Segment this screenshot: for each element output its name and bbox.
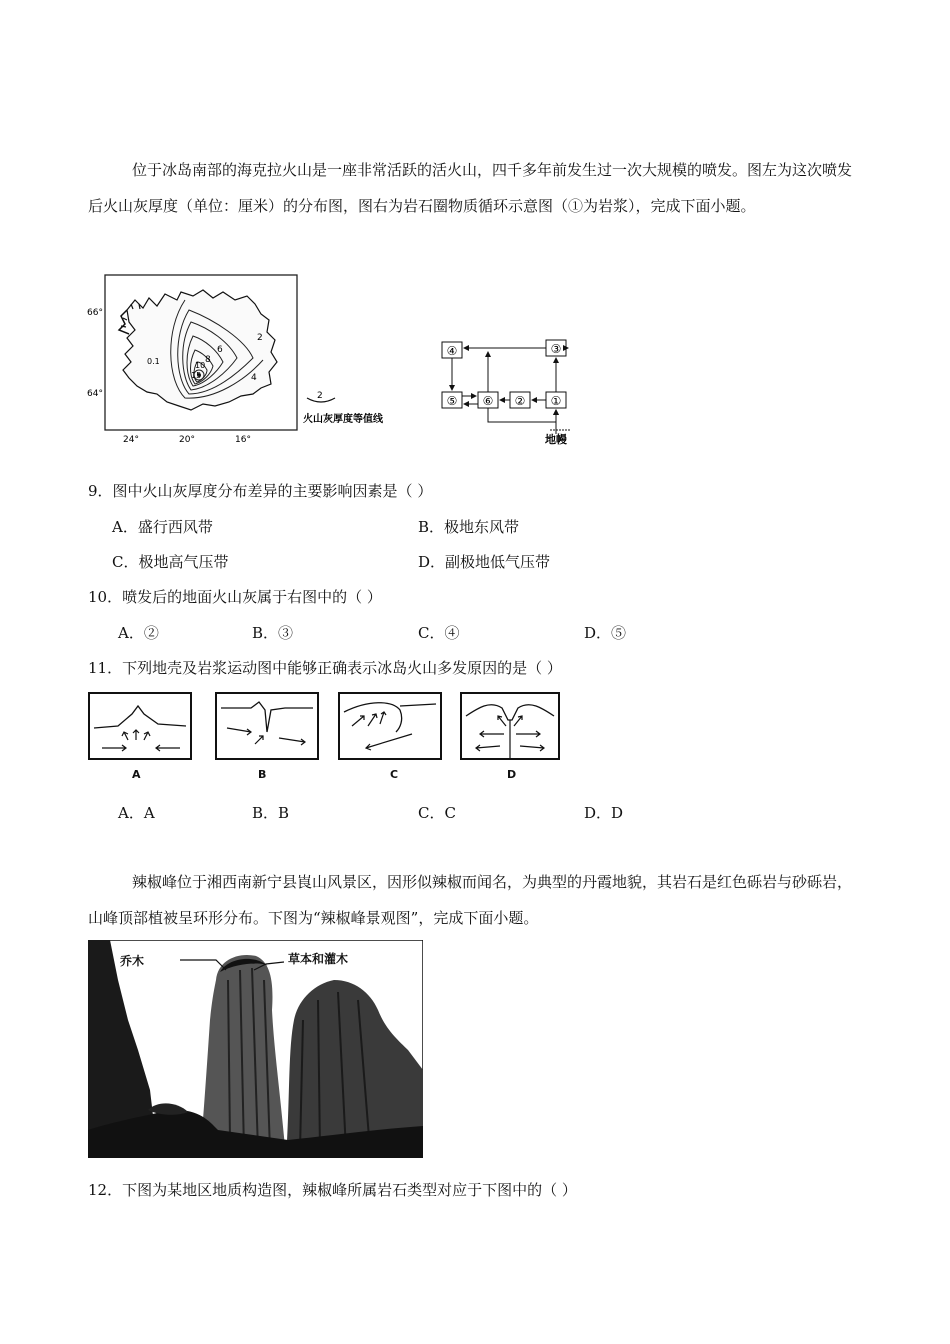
q9-option-c: C．极地高气压带 [112, 553, 229, 571]
q11-diagram-c [338, 692, 442, 760]
q9-option-b: B．极地东风带 [418, 518, 520, 536]
q11-diagram-d [460, 692, 560, 760]
legend-sample-value: 2 [317, 391, 323, 401]
intro-paragraph-2 [88, 864, 858, 936]
question-9-stem: 9．图中火山灰厚度分布差异的主要影响因素是（ ） [88, 482, 433, 500]
q11-diagram-label-c: C [390, 768, 399, 781]
q9-option-d: D．副极地低气压带 [418, 553, 551, 571]
q10-option-d: D．⑤ [584, 624, 627, 642]
legend-label: 火山灰厚度等值线 [303, 414, 383, 425]
photo-label-shrubs: 草本和灌木 [288, 952, 349, 966]
q11-diagram-label-d: D [507, 768, 517, 781]
rock-cycle-diagram [430, 330, 600, 445]
question-10-stem: 10．喷发后的地面火山灰属于右图中的（ ） [88, 588, 382, 606]
q11-diagram-label-b: B [258, 768, 267, 781]
photo-label-trees: 乔木 [120, 954, 145, 968]
lon-label-16: 16° [235, 435, 251, 445]
q11-option-a: A．A [118, 804, 155, 822]
contour-label-6: 6 [217, 345, 223, 355]
intro-text-2: 辣椒峰位于湘西南新宁县崀山风景区，因形似辣椒而闻名，为典型的丹霞地貌，其岩石是红色砾岩与砂砾岩，山峰顶部植被呈环形分布。下图为“辣椒峰景观图”，完成下面小题。 [88, 873, 853, 927]
ash-thickness-map [85, 270, 395, 450]
q10-option-b: B．③ [252, 624, 294, 642]
q11-diagram-label-a: A [132, 768, 141, 781]
question-12-stem: 12．下图为某地区地质构造图，辣椒峰所属岩石类型对应于下图中的（ ） [88, 1181, 577, 1199]
q11-diagram-b [215, 692, 319, 760]
lat-label-66: 66° [87, 308, 103, 318]
node-6: ⑥ [482, 394, 494, 408]
lon-label-20: 20° [179, 435, 195, 445]
mantle-label: 地幔 [545, 433, 567, 445]
lat-label-64: 64° [87, 389, 103, 399]
q11-option-d: D．D [584, 804, 624, 822]
node-5: ⑤ [446, 394, 458, 408]
contour-label-15: 15 [191, 371, 202, 380]
question-11-stem: 11．下列地壳及岩浆运动图中能够正确表示冰岛火山多发原因的是（ ） [88, 659, 562, 677]
contour-label-2: 2 [257, 333, 263, 343]
intro-paragraph-1 [88, 152, 858, 224]
q10-option-a: A．② [118, 624, 159, 642]
node-3: ③ [550, 342, 562, 356]
intro-text-1: 位于冰岛南部的海克拉火山是一座非常活跃的活火山，四千多年前发生过一次大规模的喷发。图左为这次喷发后火山灰厚度（单位：厘米）的分布图，图右为岩石圈物质循环示意图（①为岩浆），完成下面小题。 [88, 161, 853, 215]
node-2: ② [514, 394, 526, 408]
chili-peak-photo [88, 940, 423, 1158]
contour-label-01: 0.1 [147, 357, 160, 366]
q11-option-b: B．B [252, 804, 290, 822]
q10-option-c: C．④ [418, 624, 460, 642]
contour-label-8: 8 [205, 355, 211, 365]
lon-label-24: 24° [123, 435, 139, 445]
contour-label-4: 4 [251, 373, 257, 383]
contour-label-10: 10 [195, 361, 206, 370]
q11-option-c: C．C [418, 804, 456, 822]
node-1: ① [550, 394, 562, 408]
node-4: ④ [446, 344, 458, 358]
q11-diagram-a [88, 692, 192, 760]
q9-option-a: A．盛行西风带 [112, 518, 213, 536]
